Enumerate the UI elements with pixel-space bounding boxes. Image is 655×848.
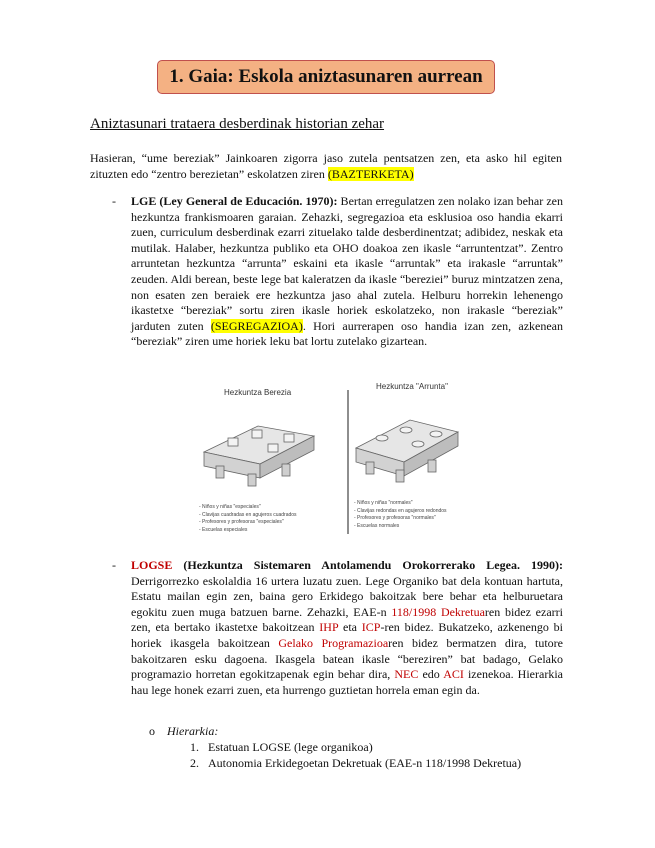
section-subtitle: Aniztasunari trataera desberdinak historian zehar bbox=[90, 116, 385, 132]
logse-paragraph bbox=[131, 558, 563, 698]
list-item-number: 1. bbox=[190, 740, 199, 754]
square-peg-board bbox=[204, 426, 314, 486]
comparison-figure bbox=[196, 374, 462, 544]
logse-ref-icp: ICP bbox=[361, 620, 381, 635]
lge-text-2: . Hori aurrerapen oso handia izan zen, azkenean “bereziak” ziren ume horiek leku bat lortu zutelako gizartean. bbox=[131, 318, 563, 349]
logse-text: ren bidez ezarri zen, eta bertako ikastetxe bakoitzean bbox=[131, 604, 563, 635]
logse-ref-aci: ACI bbox=[443, 667, 464, 682]
right-legend-item: - Niños y niñas "normales" bbox=[354, 500, 413, 506]
logse-bullet: - bbox=[112, 558, 116, 572]
left-legend-item: - Escuelas especiales bbox=[199, 526, 248, 533]
logse-text: ren bidez bermatzen dira, tutore bakoitzaren esku dagoena. Ikasgela batean ikasle “bereziren” bat badago, Gelako programazio horretan egokitzapenak egin behar dira, bbox=[131, 635, 563, 682]
logse-title-rest: (Hezkuntza Sistemaren Antolamendu Orokorrerako Legea. 1990): bbox=[172, 558, 563, 572]
hierarchy-list bbox=[190, 740, 521, 771]
left-legend-item: - Profesores y profesoras "especiales" bbox=[199, 519, 284, 526]
right-legend-item: - Profesores y profesoras "normales" bbox=[354, 515, 436, 522]
intro-paragraph bbox=[90, 150, 562, 182]
figure-left-legend bbox=[199, 504, 297, 534]
logse-ref-ihp: IHP bbox=[319, 620, 339, 635]
logse-text: -ren bidez. Bukatzeko, azkenengo bi horiek ikasgela bakoitzean bbox=[131, 620, 563, 650]
highlight-segregazioa: (SEGREGAZIOA) bbox=[210, 318, 303, 333]
figure-right-legend bbox=[354, 500, 447, 530]
logse-ref-dekretua: 118/1998 Dekretua bbox=[391, 604, 485, 619]
logse-text: Derrigorrezko eskolaldia 16 urtera luzatu zuen. Lege Organiko bat dela kontuan hartuta, Estatu mailan egin zen, baina gero Erkidego bakoitzak bere behar eta helburuetara egokitu zuen muga batzuen barne. Zehazki, EAE-n bbox=[131, 573, 563, 619]
hierarchy-label: Hierarkia: bbox=[167, 724, 219, 738]
figure-right-title: Hezkuntza "Arrunta" bbox=[376, 382, 448, 391]
list-item bbox=[190, 756, 521, 772]
list-item-number: 2. bbox=[190, 755, 199, 770]
figure-left-title: Hezkuntza Berezia bbox=[224, 388, 292, 397]
left-legend-item: - Clavijas cuadradas en agujeros cuadrados bbox=[199, 511, 297, 518]
logse-ref-gelako-programazioa: Gelako Programazioa bbox=[278, 635, 389, 650]
logse-title-red: LOGSE bbox=[131, 558, 173, 572]
right-legend-item: - Clavijas redondas en agujeros redondos bbox=[354, 507, 447, 514]
lge-text-1: Bertan erregulatzen zen nolako izan behar zen hezkuntza frankismoaren garaian. Zehazki, segregazioa eta esklusioa oso handia ekarri zuen, curriculum desberdinak ezarri zituelako talde desberdinentzat; adibidez, neskak eta mutilak. Halaber, hezkuntza publiko eta OHO doakoa zen ikasle “arruntentzat”. Zentro arruntetan hezkuntza “arrunta” eskaini eta ikasle “arruntak” eta irakasle “arruntak” zeuden. Aldi berean, beste lege bat kaleratzen da ikasle “bereziei” buruz mintzatzen zena, non esaten zen beraiek ere hezkuntza jaso ahal zutela. Helburu horrekin lehenengo ikastetxe “bereziak” sortu ziren ikasle horiek eskolatzeko, non irakasle “bereziak” jarduten zuten bbox=[131, 194, 563, 333]
lge-bullet: - bbox=[112, 194, 116, 208]
page-title: 1. Gaia: Eskola aniztasunaren aurrean bbox=[157, 60, 495, 94]
list-item-text: Estatuan LOGSE (lege organikoa) bbox=[208, 740, 373, 754]
logse-text: izenekoa. Hierarkia hau lege honek ezarri zuen, eta hurrengo guztietan horrela eman egin da. bbox=[131, 667, 563, 697]
highlight-bazterketa: (BAZTERKETA) bbox=[327, 167, 414, 181]
logse-text: edo bbox=[418, 667, 444, 682]
lge-title: LGE (Ley General de Educación. 1970): bbox=[131, 194, 338, 208]
logse-ref-nec: NEC bbox=[394, 667, 419, 682]
intro-text: Hasieran, “ume bereziak” Jainkoaren zigorra jaso zutela pentsatzen zen, eta asko hil egiten zituzten edo “zentro berezietan” eskolatzen ziren bbox=[90, 151, 562, 181]
list-item bbox=[190, 740, 521, 756]
logse-text: eta bbox=[338, 620, 362, 635]
list-item-text: Autonomia Erkidegoetan Dekretuak (EAE-n 118/1998 Dekretua) bbox=[208, 755, 522, 770]
round-peg-board bbox=[356, 420, 458, 482]
hierarchy-bullet: o bbox=[149, 724, 155, 738]
lge-paragraph bbox=[131, 194, 563, 350]
right-legend-item: - Escuelas normales bbox=[354, 522, 400, 529]
left-legend-item: - Niños y niñas "especiales" bbox=[199, 504, 261, 510]
